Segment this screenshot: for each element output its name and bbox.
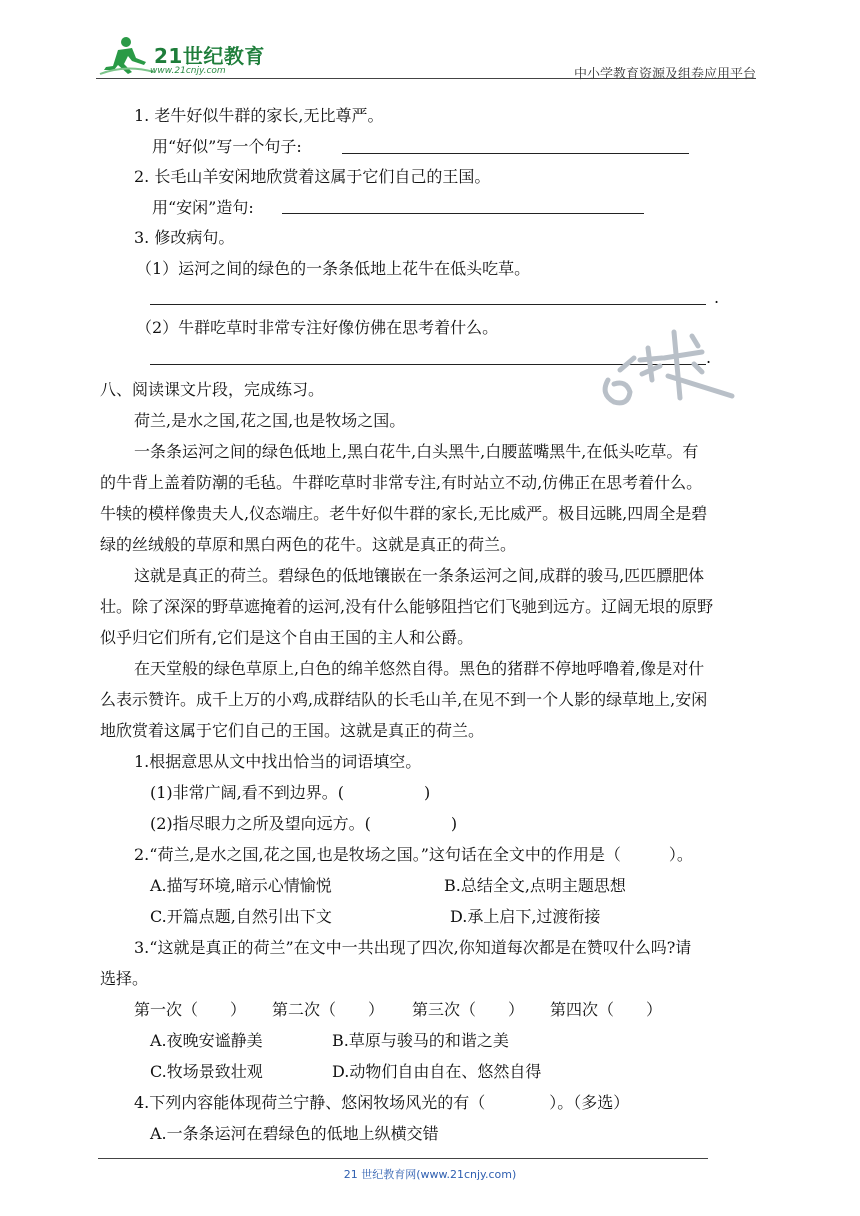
q7-2-text: 2. 长毛山羊安闲地欣赏着这属于它们自己的王国。 <box>134 167 491 186</box>
q7-3-text: 3. 修改病句。 <box>134 228 235 247</box>
q7-3-2-period: . <box>706 348 712 367</box>
q8-3-option-a[interactable]: A.夜晚安谧静美 <box>150 1031 263 1050</box>
passage-line-10: 么表示赞许。成千上万的小鸡,成群结队的长毛山羊,在见不到一个人影的绿草地上,安闲 <box>100 690 708 709</box>
q7-3-2-text: （2）牛群吃草时非常专注好像仿佛在思考着什么。 <box>136 318 499 337</box>
q8-3-blank-2[interactable]: 第二次（ ） <box>272 1000 385 1019</box>
platform-name: 中小学教育资源及组卷应用平台 <box>573 67 756 82</box>
q8-1-b[interactable]: (2)指尽眼力之所及望向远方。( ) <box>150 814 458 833</box>
q8-3-text-cont: 选择。 <box>100 969 149 988</box>
section-8-title: 八、阅读课文片段，完成练习。 <box>100 380 325 399</box>
q8-3-blank-1[interactable]: 第一次（ ） <box>134 1000 247 1019</box>
passage-line-2: 一条条运河之间的绿色低地上,黑白花牛,白头黑牛,白腰蓝嘴黑牛,在低头吃草。有 <box>134 442 699 461</box>
passage-line-1: 荷兰,是水之国,花之国,也是牧场之国。 <box>134 411 406 430</box>
q8-3-option-c[interactable]: C.牧场景致壮观 <box>150 1062 263 1081</box>
q8-2-option-a[interactable]: A.描写环境,暗示心情愉悦 <box>150 876 332 895</box>
passage-line-4: 牛犊的模样像贵夫人,仪态端庄。老牛好似牛群的家长,无比威严。极目远眺,四周全是碧 <box>100 504 708 523</box>
q8-4-option-a[interactable]: A.一条条运河在碧绿色的低地上纵横交错 <box>150 1124 439 1143</box>
footer-link[interactable]: 21 世纪教育网(www.21cnjy.com) <box>343 1168 517 1181</box>
passage-line-6: 这就是真正的荷兰。碧绿色的低地镶嵌在一条条运河之间,成群的骏马,匹匹膘肥体 <box>134 566 705 585</box>
q7-3-1-text: （1）运河之间的绿色的一条条低地上花牛在低头吃草。 <box>136 259 531 278</box>
passage-line-3: 的牛背上盖着防潮的毛毡。牛群吃草时非常专注,有时站立不动,仿佛正在思考着什么。 <box>100 473 703 492</box>
q8-2-option-d[interactable]: D.承上启下,过渡衔接 <box>450 907 601 926</box>
logo-url: www.21cnjy.com <box>150 66 226 76</box>
q8-3-option-b[interactable]: B.草原与骏马的和谐之美 <box>332 1031 509 1050</box>
logo-text: 21世纪教育 <box>154 44 265 68</box>
site-logo <box>96 34 266 78</box>
q7-1-text: 1. 老牛好似牛群的家长,无比尊严。 <box>134 106 384 125</box>
q8-1-text: 1.根据意思从文中找出恰当的词语填空。 <box>134 752 422 771</box>
passage-line-8: 似乎归它们所有,它们是这个自由王国的主人和公爵。 <box>100 628 474 647</box>
q8-3-text: 3.“这就是真正的荷兰”在文中一共出现了四次,你知道每次都是在赞叹什么吗?请 <box>134 938 692 957</box>
watermark-stamp-icon <box>590 318 740 408</box>
q8-2-option-b[interactable]: B.总结全文,点明主题思想 <box>444 876 626 895</box>
passage-line-7: 壮。除了深深的野草遮掩着的运河,没有什么能够阻挡它们飞驰到远方。辽阔无垠的原野 <box>100 597 714 616</box>
q8-3-blank-4[interactable]: 第四次（ ） <box>550 1000 663 1019</box>
q8-4-text: 4.下列内容能体现荷兰宁静、悠闲牧场风光的有（ ）。（多选） <box>134 1093 630 1112</box>
q8-1-a[interactable]: (1)非常广阔,看不到边界。( ) <box>150 783 431 802</box>
passage-line-9: 在天堂般的绿色草原上,白色的绵羊悠然自得。黑色的猪群不停地呼噜着,像是对什 <box>134 659 705 678</box>
q7-3-1-answer-line[interactable] <box>150 304 706 305</box>
q7-1-instruction: 用“好似”写一个句子: <box>152 137 302 156</box>
q8-3-blank-3[interactable]: 第三次（ ） <box>412 1000 525 1019</box>
runner-logo-icon <box>96 34 156 78</box>
footer-divider <box>98 1158 708 1159</box>
passage-line-5: 绿的丝绒般的草原和黑白两色的花牛。这就是真正的荷兰。 <box>100 535 517 554</box>
q8-3-option-d[interactable]: D.动物们自由自在、悠然自得 <box>332 1062 542 1081</box>
passage-line-11: 地欣赏着这属于它们自己的王国。这就是真正的荷兰。 <box>100 721 485 740</box>
q7-3-1-period: . <box>714 288 720 307</box>
header-divider <box>96 78 756 79</box>
q7-2-instruction: 用“安闲”造句: <box>152 198 254 217</box>
q7-2-answer-line[interactable] <box>282 213 644 214</box>
q8-2-text: 2.“荷兰,是水之国,花之国,也是牧场之国。”这句话在全文中的作用是（ ）。 <box>134 845 693 864</box>
q8-2-option-c[interactable]: C.开篇点题,自然引出下文 <box>150 907 332 926</box>
q7-1-answer-line[interactable] <box>342 153 689 154</box>
